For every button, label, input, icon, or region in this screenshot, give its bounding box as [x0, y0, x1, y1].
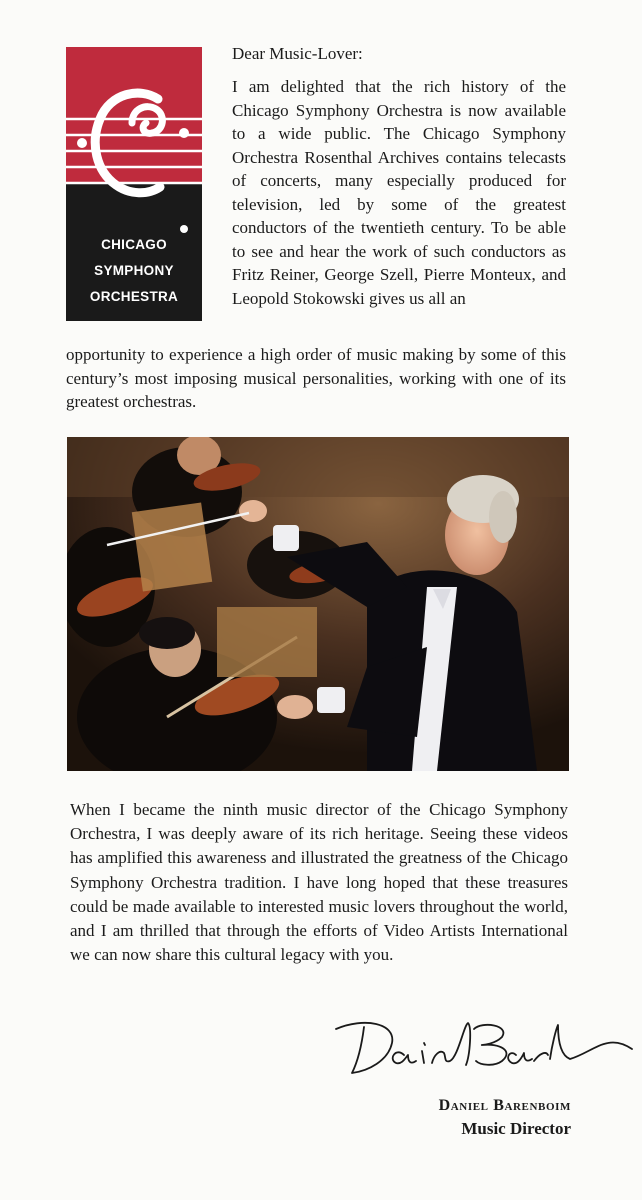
intro-paragraph: I am delighted that the rich history of the Chicago Symphony Orchestra is now available to a wide public. The Chicago Symphony Orchestra Rosenthal Archives contains telecasts of concerts, many especially produced for television, led by some of the greatest conductors of the twentieth century. To be able to see and hear the work of such conductors as Fritz Reiner, George Szell, Pierre Monteux, and Leopold Stokowski gives us all an [232, 77, 566, 308]
conductor-photo [67, 437, 569, 771]
greeting: Dear Music-Lover: [232, 44, 363, 63]
logo-line-symphony: SYMPHONY [94, 263, 174, 278]
signer-name: Daniel Barenboim [438, 1097, 571, 1114]
treble-clef-c-icon [66, 47, 202, 237]
body-paragraph: When I became the ninth music director of the Chicago Symphony Orchestra, I was deeply aware of its rich heritage. Seeing these videos has amplified this awareness and illustrated the greatness of the Chicago Symphony Orchestra tradition. I have long hoped that these treasures could be made available to interested music lovers throughout the world, and I am thrilled that through the efforts of Video Artists International we can now share this cultural legacy with you. [70, 800, 568, 965]
logo-text [66, 232, 202, 310]
cso-logo [66, 47, 202, 321]
signer-block [439, 1094, 571, 1140]
intro-paragraph-continued: opportunity to experience a high order of music making by some of this century’s most imposing musical personalities, working with one of its greatest orchestras. [66, 345, 566, 411]
signer-title: Music Director [461, 1119, 571, 1138]
handwritten-signature [334, 1015, 634, 1085]
logo-line-chicago: CHICAGO [101, 237, 167, 252]
logo-line-orchestra: ORCHESTRA [89, 289, 179, 304]
